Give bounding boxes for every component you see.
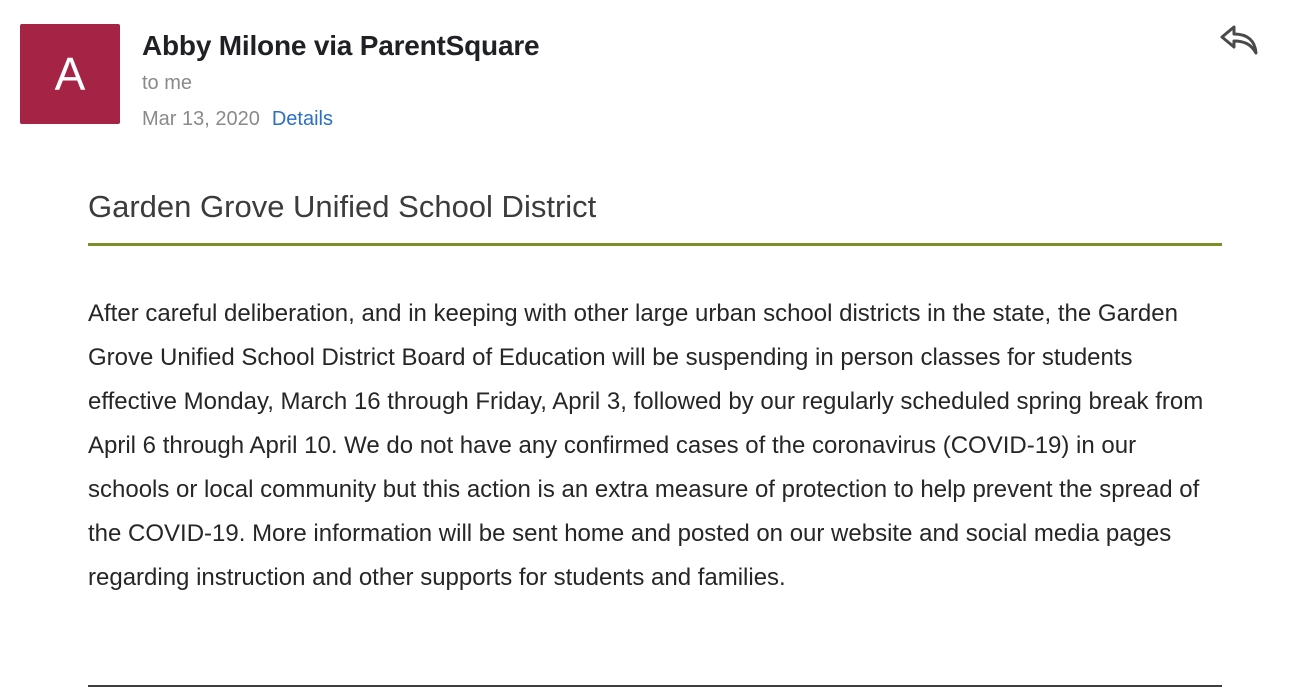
message-meta [142, 107, 1302, 132]
details-link[interactable]: Details [271, 108, 333, 130]
message-header [0, 0, 1302, 132]
reply-arrow-icon[interactable] [1218, 18, 1262, 62]
heading-divider [88, 243, 1222, 246]
avatar-initial: A [54, 48, 86, 100]
header-text-block [142, 24, 1302, 132]
sender-name: Abby Milone via ParentSquare [142, 30, 540, 61]
message-date: Mar 13, 2020 [142, 108, 260, 130]
bottom-divider [88, 685, 1222, 687]
recipient-line[interactable]: to me [142, 72, 193, 94]
avatar [20, 24, 120, 124]
body-paragraph: After careful deliberation, and in keeping with other large urban school districts in the state, the Garden Grove Unified School District Board of Education will be suspending in person classes for students effective Monday, March 16 through Friday, April 3, followed by our regularly scheduled spring break from April 6 through April 10. We do not have any confirmed cases of the coronavirus (COVID-19) in our schools or local community but this action is an extra measure of protection to help prevent the spread of the COVID-19. More information will be sent home and posted on our website and social media pages regarding instruction and other supports for students and families. [88, 300, 1204, 592]
message-body [88, 132, 1222, 600]
body-heading: Garden Grove Unified School District [88, 189, 597, 224]
